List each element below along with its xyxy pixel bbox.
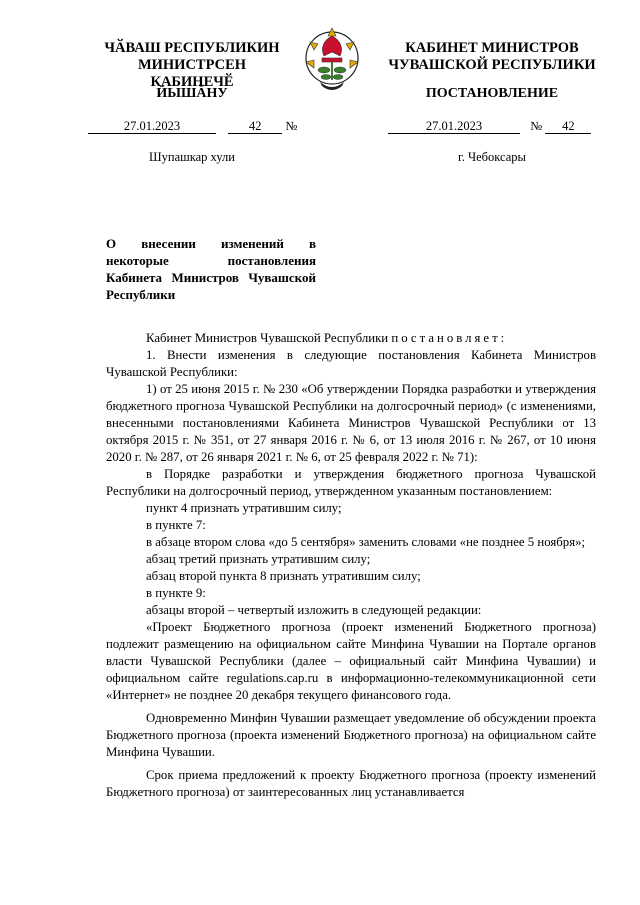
body-paragraph: абзацы второй – четвертый изложить в следующей редакции:: [146, 603, 482, 617]
left-number-sign: №: [285, 119, 298, 133]
body-paragraph: «Проект Бюджетного прогноза (проект изменений Бюджетного прогноза) подлежит размещению на официальном сайте Минфина Чувашии на Портале органов власти Чувашской Республики (далее – официальный сайт Минфина Чувашии) и официальном сайте regulations.cap.ru в информационно-телекоммуникационной сети «Интернет» не позднее 20 декабря текущего финансового года.: [106, 620, 596, 702]
body-intro: [106, 330, 596, 347]
body-paragraph: пункт 4 признать утратившим силу;: [146, 501, 342, 515]
left-header-line1: ЧӐВАШ РЕСПУБЛИКИН: [104, 40, 280, 56]
right-doc-type: ПОСТАНОВЛЕНИЕ: [425, 86, 559, 101]
left-place: Шупашкар хули: [149, 150, 235, 164]
left-header-line2: МИНИСТРСЕН КАБИНЕЧӖ: [137, 57, 247, 90]
left-date: 27.01.2023: [88, 120, 216, 134]
body-paragraph: Срок приема предложений к проекту Бюджетного прогноза (проекту изменений Бюджетного прогноза) от заинтересованных лиц устанавливается: [106, 768, 596, 799]
body-paragraph: в абзаце втором слова «до 5 сентября» заменить словами «не позднее 5 ноября»;: [146, 535, 586, 549]
document-subject: О внесении изменений в некоторые постановления Кабинета Министров Чувашской Республики: [106, 236, 316, 302]
right-date-number: [388, 119, 608, 134]
right-header-title: [386, 40, 598, 74]
right-header-line2: ЧУВАШСКОЙ РЕСПУБЛИКИ: [388, 57, 596, 73]
right-date: 27.01.2023: [388, 120, 520, 134]
document-body: [106, 330, 596, 801]
left-doc-type: ЙЫШӐНУ: [156, 86, 228, 101]
intro-text: Кабинет Министров Чувашской Республики: [146, 331, 389, 345]
right-place: г. Чебоксары: [458, 150, 526, 164]
chuvash-republic-emblem-icon: [300, 22, 364, 94]
right-number-sign: №: [530, 119, 543, 133]
right-header-line1: КАБИНЕТ МИНИСТРОВ: [405, 40, 579, 56]
body-paragraph: Одновременно Минфин Чувашии размещает уведомление об обсуждении проекта Бюджетного прогноза (проекта изменений Бюджетного прогноза) на официальном сайте Минфина Чувашии.: [106, 711, 596, 759]
left-date-number: [88, 119, 300, 134]
body-paragraph: абзац третий признать утратившим силу;: [146, 552, 371, 566]
intro-spaced: постановляет:: [391, 331, 508, 345]
left-header-title: [96, 40, 288, 91]
left-number: 42: [228, 120, 282, 134]
right-number: 42: [545, 120, 591, 134]
body-paragraph: в пункте 7:: [146, 518, 206, 532]
body-paragraph: в Порядке разработки и утверждения бюджетного прогноза Чувашской Республики на долгосрочный период, утвержденном указанным постановлением:: [106, 467, 596, 498]
body-paragraph: 1. Внести изменения в следующие постановления Кабинета Министров Чувашской Республики:: [106, 348, 596, 379]
body-paragraph: в пункте 9:: [146, 586, 206, 600]
body-paragraph: 1) от 25 июня 2015 г. № 230 «Об утверждении Порядка разработки и утверждения бюджетного прогноза Чувашской Республики на долгосрочный период» (с изменениями, внесенными постановлениями Кабинета Министров Чувашской Республики от 13 октября 2015 г. № 351, от 27 января 2016 г. № 6, от 13 июля 2016 г. № 267, от 10 июня 2020 г. № 287, от 26 января 2021 г. № 6, от 25 февраля 2022 г. № 71):: [106, 382, 596, 464]
body-paragraph: абзац второй пункта 8 признать утратившим силу;: [146, 569, 421, 583]
